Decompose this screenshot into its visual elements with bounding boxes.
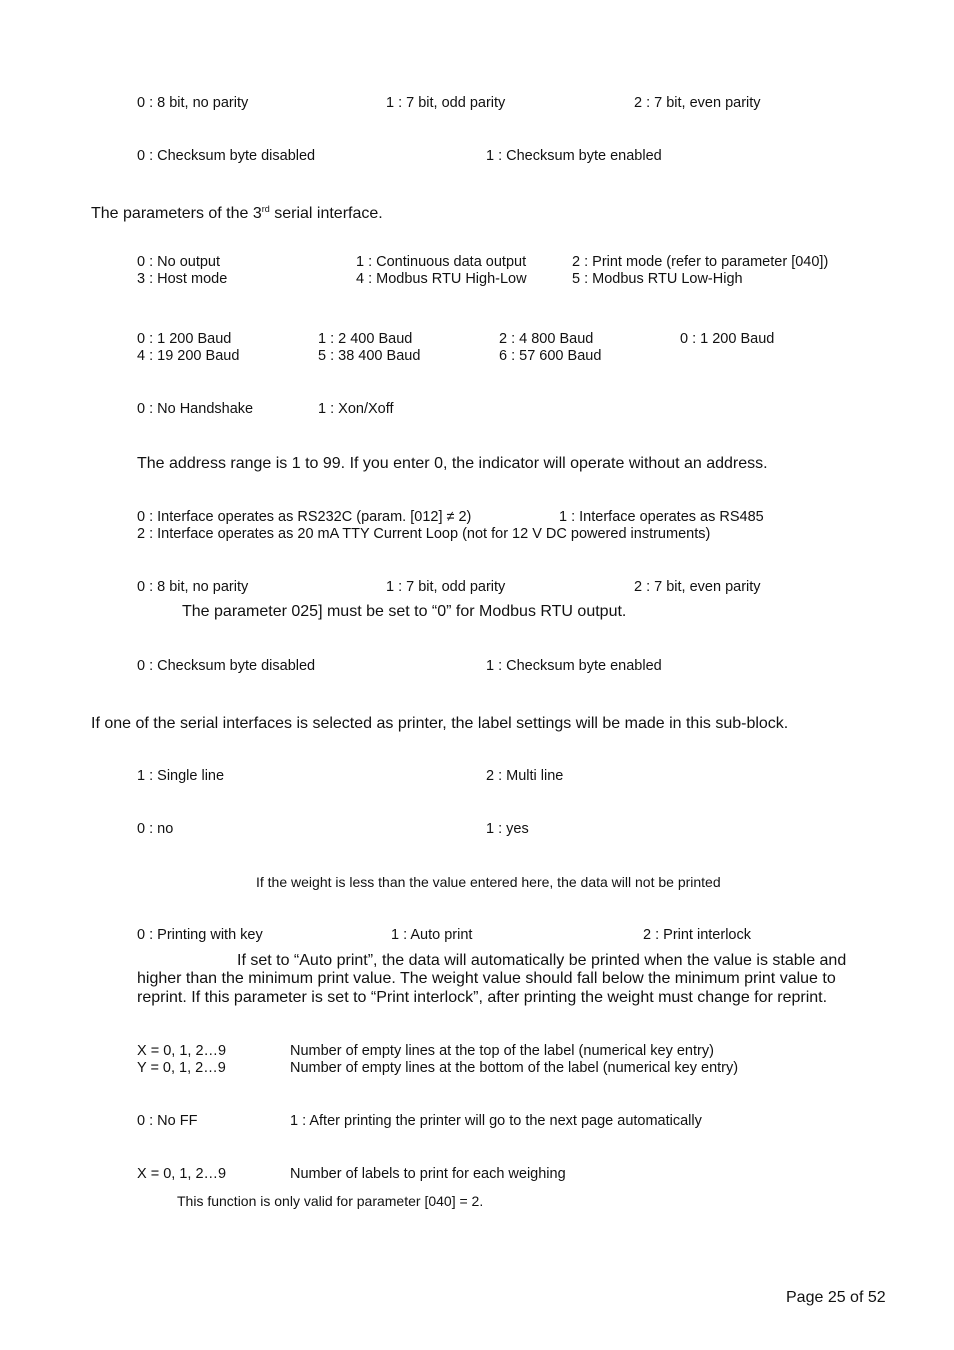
baud-option-0b: 0 : 1 200 Baud [680, 331, 775, 347]
label-count-note: This function is only valid for parameter [040] = 2. [177, 1193, 484, 1209]
serial3-intro-before: The parameters of the 3 [91, 205, 262, 222]
parity-option-2: 2 : 7 bit, even parity [634, 95, 761, 111]
label-count-x-range: X = 0, 1, 2…9 [137, 1166, 227, 1182]
empty-lines-x-desc: Number of empty lines at the top of the label (numerical key entry) [290, 1043, 714, 1059]
baud-option-5: 5 : 38 400 Baud [318, 348, 421, 364]
parity-option-1: 1 : 7 bit, odd parity [386, 95, 506, 111]
baud-option-1: 1 : 2 400 Baud [318, 331, 413, 347]
label-lines-option-2: 2 : Multi line [486, 768, 564, 784]
checksum-option-0: 0 : Checksum byte disabled [137, 148, 316, 164]
output-mode-1: 1 : Continuous data output [356, 254, 527, 270]
empty-lines-x-range: X = 0, 1, 2…9 [137, 1043, 227, 1059]
output-mode-2: 2 : Print mode (refer to parameter [040]) [572, 254, 829, 270]
printer-intro: If one of the serial interfaces is selected as printer, the label settings will be made in this sub-block. [91, 715, 789, 732]
baud-option-2: 2 : 4 800 Baud [499, 331, 594, 347]
empty-lines-y-range: Y = 0, 1, 2…9 [137, 1060, 226, 1076]
parity3-option-0: 0 : 8 bit, no parity [137, 579, 249, 595]
output-mode-3: 3 : Host mode [137, 271, 228, 287]
checksum3-option-0: 0 : Checksum byte disabled [137, 658, 316, 674]
handshake-option-0: 0 : No Handshake [137, 401, 254, 417]
form-feed-option-1: 1 : After printing the printer will go to the next page automatically [290, 1113, 702, 1129]
address-note: The address range is 1 to 99. If you enter 0, the indicator will operate without an address. [137, 455, 768, 472]
baud-option-4: 4 : 19 200 Baud [137, 348, 240, 364]
print-mode-option-1: 1 : Auto print [391, 927, 473, 943]
interface-type-0: 0 : Interface operates as RS232C (param. [012] ≠ 2) [137, 509, 472, 525]
label-count-x-desc: Number of labels to print for each weighing [290, 1166, 566, 1182]
min-print-note: If the weight is less than the value entered here, the data will not be printed [256, 874, 721, 890]
interface-type-2: 2 : Interface operates as 20 mA TTY Current Loop (not for 12 V DC powered instruments) [137, 526, 711, 542]
yes-no-option-0: 0 : no [137, 821, 174, 837]
baud-option-6: 6 : 57 600 Baud [499, 348, 602, 364]
baud-option-0: 0 : 1 200 Baud [137, 331, 232, 347]
handshake-option-1: 1 : Xon/Xoff [318, 401, 394, 417]
serial3-intro-sup: rd [261, 204, 270, 214]
serial3-intro [91, 205, 383, 224]
page-number: Page 25 of 52 [786, 1289, 886, 1306]
checksum-option-1: 1 : Checksum byte enabled [486, 148, 662, 164]
output-mode-5: 5 : Modbus RTU Low-High [572, 271, 743, 287]
label-lines-option-1: 1 : Single line [137, 768, 225, 784]
parity3-option-2: 2 : 7 bit, even parity [634, 579, 761, 595]
parity3-option-1: 1 : 7 bit, odd parity [386, 579, 506, 595]
serial3-intro-after: serial interface. [269, 205, 383, 222]
print-mode-option-2: 2 : Print interlock [643, 927, 751, 943]
checksum3-option-1: 1 : Checksum byte enabled [486, 658, 662, 674]
form-feed-option-0: 0 : No FF [137, 1113, 198, 1129]
print-mode-option-0: 0 : Printing with key [137, 927, 263, 943]
output-mode-4: 4 : Modbus RTU High-Low [356, 271, 527, 287]
print-mode-note-line-3: reprint. If this parameter is set to “Print interlock”, after printing the weight must change for reprint. [137, 989, 828, 1006]
empty-lines-y-desc: Number of empty lines at the bottom of the label (numerical key entry) [290, 1060, 739, 1076]
yes-no-option-1: 1 : yes [486, 821, 529, 837]
print-mode-note-line-1: If set to “Auto print”, the data will automatically be printed when the value is stable and [237, 952, 847, 969]
print-mode-note-line-2: higher than the minimum print value. The weight value should fall below the minimum print value to [137, 970, 836, 987]
interface-type-1: 1 : Interface operates as RS485 [559, 509, 764, 525]
parity3-note: The parameter 025] must be set to “0” for Modbus RTU output. [182, 603, 627, 620]
parity-option-0: 0 : 8 bit, no parity [137, 95, 249, 111]
output-mode-0: 0 : No output [137, 254, 221, 270]
